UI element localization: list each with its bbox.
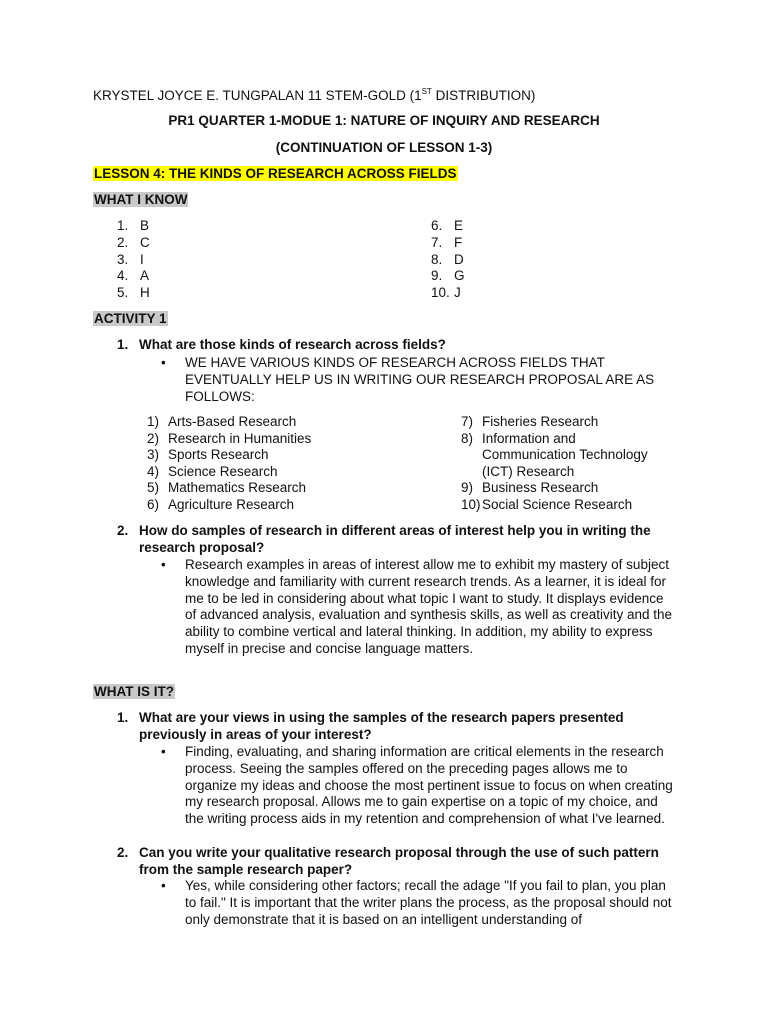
list-item: 7) Fisheries Research xyxy=(461,414,599,429)
list-item: 3) Sports Research xyxy=(147,447,269,463)
list-item: 5) Mathematics Research xyxy=(147,480,307,496)
list-item: 4) Science Research xyxy=(147,463,278,479)
bullet-icon: • xyxy=(161,557,166,572)
bullet-icon: • xyxy=(161,355,166,370)
what-i-know-heading: WHAT I KNOW xyxy=(94,192,188,207)
list-item: 10) Social Science Research xyxy=(461,496,633,512)
list-item: 8. D xyxy=(431,251,464,267)
list-item: 1) Arts-Based Research xyxy=(147,414,297,429)
answer-list-right xyxy=(431,218,465,302)
what-is-it-question-1: 1. What are your views in using the samples of the research papers presented previously in areas of your interest? xyxy=(117,710,624,742)
activity-answer-1: • WE HAVE VARIOUS KINDS OF RESEARCH ACROSS FIELDS THAT EVENTUALLY HELP US IN WRITING OUR RESEARCH PROPOSAL ARE AS FOLLOWS: xyxy=(161,355,655,404)
list-item: 5. H xyxy=(117,285,150,301)
document-title: PR1 QUARTER 1-MODUE 1: NATURE OF INQUIRY AND RESEARCH xyxy=(168,113,600,128)
research-kinds-list-right xyxy=(461,414,661,514)
list-item: 9. G xyxy=(431,268,465,284)
author-line xyxy=(93,87,535,103)
list-item: 10. J xyxy=(431,285,461,301)
list-item: 8) Information and Communication Technology (ICT) Research xyxy=(461,430,648,479)
author-text: KRYSTEL JOYCE E. TUNGPALAN 11 STEM-GOLD (1 xyxy=(93,88,422,103)
activity-answer-2: • Research examples in areas of interest allow me to exhibit my mastery of subject knowledge and familiarity with current research trends. As a learner, it is ideal for me to be led in considering about what topic I want to study. It displays evidence of advanced analysis, evaluation and synthesis skills, as well as creativity and the ability to combine vertical and lateral thinking. In addition, my ability to express myself in precise and concise language matters. xyxy=(161,557,673,656)
list-item: 9) Business Research xyxy=(461,480,599,496)
bullet-icon: • xyxy=(161,878,166,893)
author-text-suffix: DISTRIBUTION) xyxy=(431,88,536,103)
lesson-heading: LESSON 4: THE KINDS OF RESEARCH ACROSS FIELDS xyxy=(94,166,457,181)
activity-question-2: 2. How do samples of research in different areas of interest help you in writing the research proposal? xyxy=(117,523,651,555)
activity-1-heading: ACTIVITY 1 xyxy=(94,311,167,326)
list-item: 2) Research in Humanities xyxy=(147,430,312,446)
what-is-it-question-2: 2. Can you write your qualitative research proposal through the use of such pattern from the sample research paper? xyxy=(117,845,659,877)
what-is-it-answer-2: • Yes, while considering other factors; recall the adage "If you fail to plan, you plan to fail." It is important that the writer plans the process, as the proposal should not only demonstrate that it is based on an intelligent understanding of xyxy=(161,878,672,927)
list-item: 3. I xyxy=(117,251,144,267)
document-subtitle: (CONTINUATION OF LESSON 1-3) xyxy=(275,140,493,155)
list-item: 2. C xyxy=(117,234,150,250)
author-superscript: ST xyxy=(421,87,432,96)
list-item: 6) Agriculture Research xyxy=(147,496,295,512)
what-is-it-answer-1: • Finding, evaluating, and sharing information are critical elements in the research process. Seeing the samples offered on the preceding pages allows me to organize my ideas and choose the most pertinent issue to focus on when creating my research proposal. Allows me to gain expertise on a topic of my choice, and the writing process aids in my retention and comprehension of what I've learned. xyxy=(161,744,673,827)
answer-list-left xyxy=(117,218,150,302)
list-item: 6. E xyxy=(431,218,464,233)
bullet-icon: • xyxy=(161,744,166,759)
activity-question-1: 1. What are those kinds of research across fields? xyxy=(117,337,446,352)
research-kinds-list-left xyxy=(147,414,407,514)
what-is-it-heading: WHAT IS IT? xyxy=(94,684,174,699)
list-item: 1. B xyxy=(117,218,150,233)
list-item: 7. F xyxy=(431,234,463,250)
list-item: 4. A xyxy=(117,268,150,284)
